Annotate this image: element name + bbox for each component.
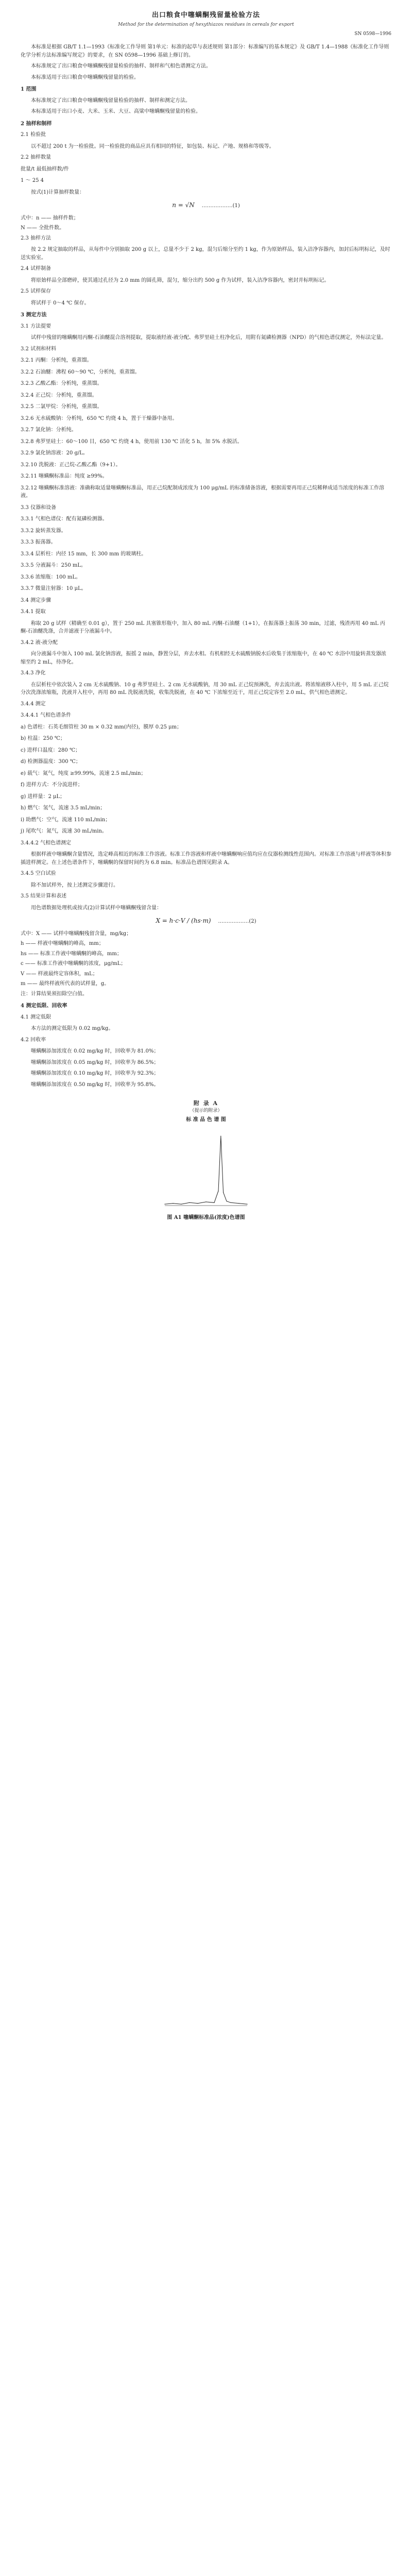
formula-expression: n = √N	[172, 201, 195, 209]
clause: e) 载气：氮气，纯度 ≥99.99%，流速 2.5 mL/min；	[21, 770, 146, 776]
clause-text: 噻螨酮添加浓度在 0.05 mg/kg 时，回收率为 86.5%；	[31, 1059, 159, 1065]
clause: 3.2.8 弗罗里硅土：60～100 目，650 ℃ 灼烧 4 h，使用前 130 ℃ 活化 5 h，加 5% 水脱活。	[21, 438, 243, 445]
formula-where	[21, 214, 391, 232]
appendix-title: 附 录 A	[193, 1100, 219, 1107]
clause: 1 ～ 25 4	[21, 178, 44, 184]
where-line: V —— 样液最终定容体积，mL；	[21, 971, 98, 977]
clause: 3.4.1 提取	[21, 609, 46, 615]
clause: 3.2.7 氯化钠：分析纯。	[21, 427, 77, 433]
clause: 3.2.3 乙酸乙酯：分析纯，重蒸馏。	[21, 381, 102, 387]
intro-paragraph: 本标准适用于出口粮食中噻螨酮残留量的检验。	[31, 74, 139, 80]
intro-paragraph: 本标准规定了出口粮食中噻螨酮残留量检验的抽样、制样和气相色谱测定方法。	[31, 63, 211, 70]
clause: 2.1 检验批	[21, 132, 46, 138]
formula-number: ………………(2)	[218, 919, 256, 925]
clause: 3.4.5 空白试验	[21, 871, 56, 877]
where-line: c —— 标准工作液中噻螨酮的浓度，μg/mL；	[21, 961, 126, 967]
clause: 3.2.4 正己烷：分析纯，重蒸馏。	[21, 392, 97, 398]
clause-text: 本方法的测定低限为 0.02 mg/kg。	[31, 1026, 114, 1032]
clause: 3.2.6 无水硫酸钠：分析纯，650 ℃ 灼烧 4 h，置于干燥器中备用。	[21, 415, 178, 421]
clause: 3.3.3 振荡器。	[21, 539, 56, 546]
clause: 3.2.10 洗脱液：正己烷-乙酸乙酯（9+1）。	[21, 462, 121, 468]
document-title-en: Method for the determination of hexythiazox residues in cereals for export	[118, 22, 294, 28]
clause-text: 除不加试样外，按上述测定步骤进行。	[31, 882, 118, 888]
chromatogram-chart	[160, 1128, 252, 1211]
where-line: hs —— 标准工作液中噻螨酮的峰高，mm；	[21, 951, 122, 957]
clause: 3.3.1 气相色谱仪：配有氮磷检测器。	[21, 516, 108, 522]
clause: 3.2.11 噻螨酮标准品：纯度 ≥99%。	[21, 473, 108, 480]
clause: 3.2.9 氯化钠溶液：20 g/L。	[21, 450, 88, 456]
method-clauses	[21, 323, 391, 912]
clause-text: 噻螨酮添加浓度在 0.02 mg/kg 时，回收率为 81.0%；	[31, 1048, 159, 1055]
chart-point	[197, 1203, 198, 1204]
clause: 3.4.4 测定	[21, 701, 46, 707]
clause: 4.2 回收率	[21, 1037, 46, 1043]
clause-text: 将原始样品全部磨碎，使其通过孔径为 2.0 mm 的圆孔筛，混匀，缩分出约 500 g 作为试样，装入洁净容器内，密封并标明标记。	[31, 277, 330, 283]
where-line: h —— 样液中噻螨酮的峰高，mm；	[21, 941, 104, 947]
clause: 2.2 抽样数量	[21, 155, 52, 161]
clause: 2.5 试样保存	[21, 289, 52, 295]
clause: 3.3.6 浓缩瓶：100 mL。	[21, 574, 81, 580]
clause: 3.2.12 噻螨酮标准溶液：准确称取适量噻螨酮标准品，用正己烷配制成浓度为 100 μg/mL 的标准储备溶液，根据需要再用正己烷稀释成适当浓度的标准工作溶液。	[21, 485, 384, 499]
formula-number: ………………(1)	[201, 203, 240, 209]
clause: j) 尾吹气：氮气，流速 30 mL/min。	[21, 828, 107, 835]
clause: 3.2.1 丙酮：分析纯，重蒸馏。	[21, 358, 92, 364]
formula-expression: X = h·c·V / (hs·m)	[156, 917, 211, 925]
clause: 3.1 方法提要	[21, 323, 52, 329]
section-sampling	[21, 120, 391, 308]
formula-2	[21, 916, 391, 926]
clause: 3.3.5 分液漏斗：250 mL。	[21, 563, 87, 569]
clause-text: 根据样液中噻螨酮含量情况，选定峰高相近的标准工作溶液。标准工作溶液和样液中噻螨酮响应值均应在仪器检测线性范围内。对标准工作溶液与样液等体积参插进样测定。在上述色谱条件下，噻螨酮的保留时间约为 6.8 min。标准品色谱图见附录 A。	[21, 852, 391, 866]
section-heading: 1 范围	[21, 87, 37, 93]
clause-text: 试样中残留的噻螨酮用丙酮-石油醚混合溶剂提取，提取液经液-液分配、弗罗里硅土柱净化后，用附有氮磷检测器（NPD）的气相色谱仪测定，外标法定量。	[31, 335, 387, 341]
chart-series-line	[165, 1136, 247, 1204]
clause: 3.5 结果计算和表述	[21, 893, 67, 900]
clause: 3.3.4 层析柱：内径 15 mm，长 300 mm 的玻璃柱。	[21, 551, 147, 557]
chart-point	[238, 1203, 239, 1204]
clause: 3.3 仪器和设备	[21, 504, 57, 511]
chart-point	[205, 1201, 206, 1202]
chromatogram-svg	[160, 1128, 252, 1211]
clause: 2.3 抽样方法	[21, 235, 52, 241]
section-method	[21, 311, 391, 998]
clause: 批量/t 最低抽样数/件	[21, 166, 69, 172]
formula-1	[21, 200, 391, 210]
clause-text: 在层析柱中依次装入 2 cm 无水硫酸钠、10 g 弗罗里硅土、2 cm 无水硫酸钠，用 30 mL 正己烷预淋洗，弃去流出液。将浓缩液移入柱中，用 5 mL 正己烷分次洗涤浓缩瓶，洗液并入柱中，再用 80 mL 洗脱液洗脱，收集洗脱液，在 40 ℃ 下浓缩至近干，用正己烷定容至 2.0 mL，供气相色谱测定。	[21, 682, 389, 696]
section-heading: 2 抽样和制样	[21, 121, 52, 127]
section-limits	[21, 1002, 391, 1089]
section-paragraph: 本标准适用于出口小麦、大米、玉米、大豆、高粱中噻螨酮残留量的检验。	[31, 109, 201, 115]
clause: i) 助燃气：空气，流速 110 mL/min；	[21, 817, 111, 823]
where-line: 式中：X —— 试样中噻螨酮残留含量，mg/kg；	[21, 930, 132, 937]
clause: 3.2.2 石油醚：沸程 60～90 ℃，分析纯，重蒸馏。	[21, 369, 140, 375]
clause: 4.1 测定低限	[21, 1014, 52, 1020]
clause: 3.3.2 旋转蒸发器。	[21, 528, 66, 534]
standard-number: SN 0598—1996	[354, 31, 391, 37]
intro-section	[21, 43, 391, 81]
clause: 2.4 试样制备	[21, 266, 52, 272]
chart-series-group	[164, 1136, 247, 1204]
clause-text: 向分液漏斗中加入 100 mL 氯化钠溶液，振摇 2 min，静置分层，弃去水相。有机相经无水硫酸钠脱水后收集于浓缩瓶中，在 40 ℃ 水浴中用旋转蒸发器浓缩至约 2 mL，待净化。	[21, 651, 387, 665]
appendix-a	[21, 1099, 391, 1222]
section-heading: 3 测定方法	[21, 312, 47, 318]
clause-text: 噻螨酮添加浓度在 0.10 mg/kg 时，回收率为 92.3%；	[31, 1071, 159, 1077]
clause-text: 按 2.2 规定抽取的样品，从每件中分别抽取 200 g 以上，总量不少于 2 kg，混匀后缩分至约 1 kg，作为原始样品，装入洁净容器内，加封后标明标记，及时送实验室。	[21, 247, 390, 261]
clause-text: 将试样于 0～4 ℃ 保存。	[31, 300, 90, 306]
formula-where	[21, 930, 391, 998]
where-line: 注：计算结果须扣除空白值。	[21, 991, 88, 997]
clause-text: 以不超过 200 t 为一检验批。同一检验批的商品应具有相同的特征，如包装、标记、产地、规格和等级等。	[31, 143, 274, 149]
where-line: 式中：n —— 抽样件数；	[21, 215, 79, 221]
clause: 3.4.4.1 气相色谱条件	[21, 713, 72, 719]
clause: h) 燃气：氢气，流速 3.5 mL/min；	[21, 805, 106, 811]
clause: f) 进样方式：不分流进样；	[21, 782, 83, 788]
clause: 3.4.3 净化	[21, 670, 46, 676]
section-scope	[21, 86, 391, 116]
clause: c) 进样口温度：280 ℃；	[21, 747, 81, 753]
clause-text: 用色谱数据处理机或按式(2)计算试样中噻螨酮残留含量：	[31, 905, 162, 911]
where-line: m —— 最终样液所代表的试样量，g。	[21, 981, 110, 987]
clause: d) 检测器温度：300 ℃；	[21, 759, 81, 765]
figure-caption: 图 A1 噻螨酮标准品(浓度)色谱图	[167, 1214, 245, 1221]
clause: 3.3.7 微量注射器：10 μL。	[21, 586, 87, 592]
where-line: N —— 全批件数。	[21, 225, 65, 231]
clause-text: 称取 20 g 试样（精确至 0.01 g），置于 250 mL 具塞锥形瓶中，加入 80 mL 丙酮-石油醚（1+1），在振荡器上振荡 30 min，过滤，残渣再用 40 mL 丙酮-石油醚洗涤，合并滤液于分液漏斗中。	[21, 620, 385, 635]
document-title: 出口粮食中噻螨酮残留量检验方法	[151, 11, 260, 19]
clause: a) 色谱柱：石英毛细管柱 30 m × 0.32 mm(内径)，膜厚 0.25 μm；	[21, 724, 182, 730]
clause: g) 进样量：2 μL；	[21, 793, 65, 800]
section-heading: 4 测定低限、回收率	[21, 1003, 67, 1009]
limits-clauses	[21, 1013, 391, 1089]
clause-text: 按式(1)计算抽样数量：	[31, 189, 85, 195]
appendix-name: 标 准 品 色 谱 图	[186, 1117, 226, 1123]
clause: 3.2 试剂和材料	[21, 346, 57, 352]
clause-text: 噻螨酮添加浓度在 0.50 mg/kg 时，回收率为 95.8%。	[31, 1081, 159, 1088]
appendix-note: （提示的附录）	[190, 1108, 222, 1114]
clause: 3.4.2 液-液分配	[21, 639, 58, 646]
clause: 3.2.5 二氯甲烷：分析纯，重蒸馏。	[21, 404, 102, 410]
intro-paragraph: 本标准是根据 GB/T 1.1—1993《标准化工作导则 第1单元：标准的起草与表述规则 第1部分：标准编写的基本规定》及 GB/T 1.4—1988《标准化工作导则 化学分析方法标准编写规定》的要求，在 SN 0598—1996 基础上修订的。	[21, 44, 389, 58]
clause: 3.4.4.2 气相色谱测定	[21, 840, 72, 846]
section-paragraph: 本标准规定了出口粮食中噻螨酮残留量检验的抽样、制样和测定方法。	[31, 97, 191, 104]
clause: b) 柱温：250 ℃；	[21, 736, 65, 742]
clause: 3.4 测定步骤	[21, 597, 52, 603]
